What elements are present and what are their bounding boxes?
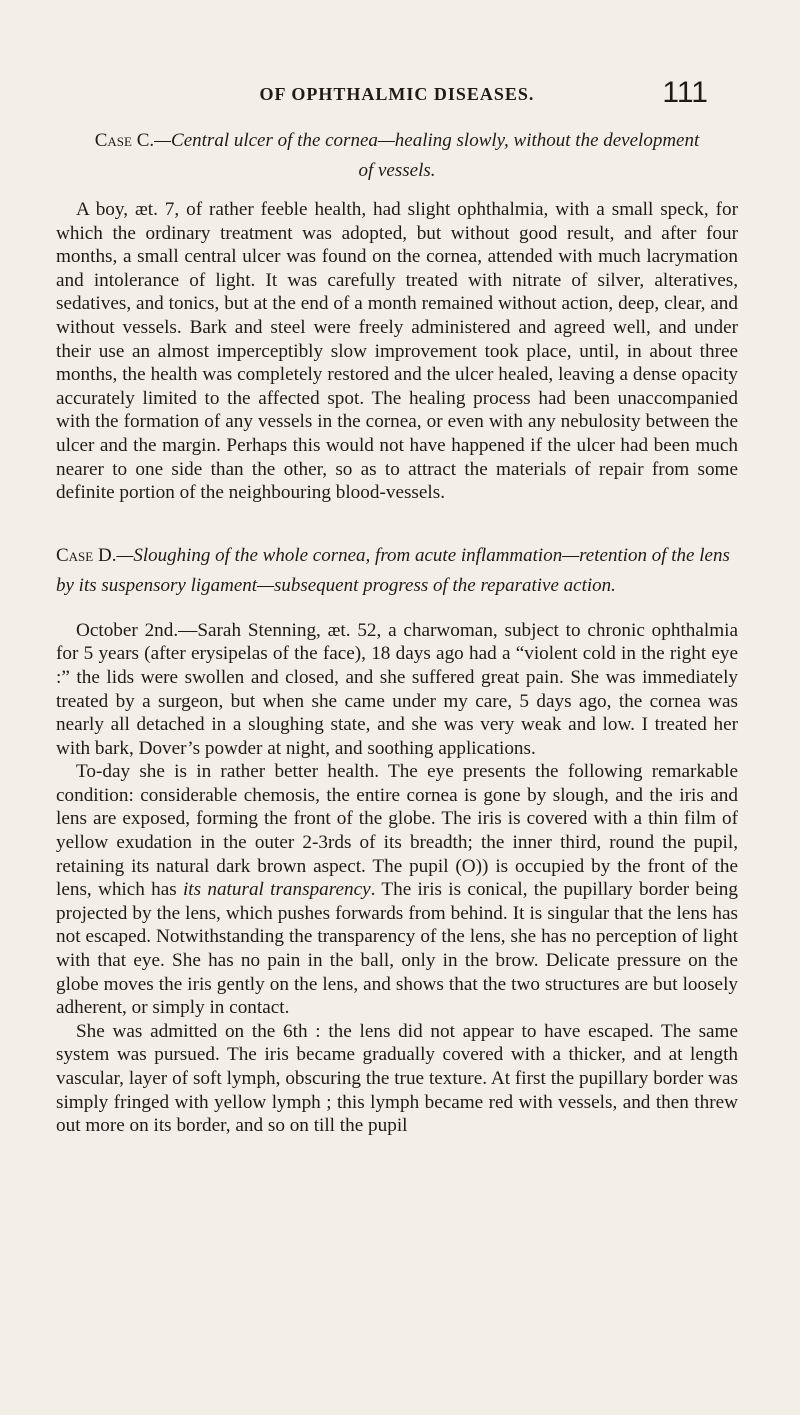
page-content [56, 126, 738, 1138]
case-d-paragraph-2-italic: its natural transparency [182, 879, 371, 901]
case-d-paragraph-1: October 2nd.—Sarah Stenning, æt. 52, a charwoman, subject to chronic ophthalmia for 5 years (after erysipelas of the face), 18 days ago had a “violent cold in the right eye :” the lids were swollen and closed, and she suffered great pain. She was immediately treated by a surgeon, but when she came under my care, 5 days ago, the cornea was nearly all detached in a sloughing state, and she was very weak and low. I treated her with bark, Dover’s powder at night, and soothing applications. [56, 619, 738, 759]
pupil-symbol-icon: O [461, 855, 476, 877]
case-d-paragraph-2-start: To-day she is in rather better health. The eye presents the following remarkable condition: considerable chemosis, the entire cornea is gone by slough, and the iris and lens are exposed, forming the front of the globe. The iris is covered with a thin film of yellow exudation in the outer 2-3rds of its breadth; the inner third, round the pupil, retaining its natural dark brown aspect. The pupil ( [56, 761, 738, 877]
case-d-paragraph-2: To-day she is in rather better health. The eye presents the following remarkable condition: considerable chemosis, the entire cornea is gone by slough, and the iris and lens are exposed, forming the front of the globe. The iris is covered with a thin film of yellow exudation in the outer 2-3rds of its breadth; the inner third, round the pupil, retaining its natural dark brown aspect. The pupil (O)) is occupied by the front of the lens, which has its natural transparency. The iris is conical, the pupillary border being projected by the lens, which pushes forwards from behind. It is singular that the lens has not escaped. Notwithstanding the transparency of the lens, she has no perception of light with that eye. She has no pain in the ball, only in the brow. Delicate pressure on the globe moves the iris gently on the lens, and shows that the two structures are but loosely adherent, or simply in contact. [56, 761, 738, 1019]
case-c-heading [56, 126, 738, 186]
case-c-paragraph: A boy, æt. 7, of rather feeble health, had slight ophthalmia, with a small speck, for which the ordinary treatment was adopted, but without good result, and after four months, a small central ulcer was found on the cornea, attended with much lacrymation and intolerance of light. It was carefully treated with nitrate of silver, alteratives, sedatives, and tonics, but at the end of a month remained without action, deep, clear, and without vessels. Bark and steel were freely administered and agreed well, and under their use an almost imperceptibly slow improvement took place, until, in about three months, the health was completely restored and the ulcer healed, leaving a dense opacity accurately limited to the affected spot. The healing process had been unaccompanied with the formation of any vessels in the cornea, or even with any nebulosity between the ulcer and the margin. Perhaps this would not have happened if the ulcer had been much nearer to one side than the other, so as to attract the materials of repair from some definite portion of the neighbouring blood-vessels. [56, 199, 738, 504]
case-c-title-part1: —Central ulcer of the cornea—healing slowly, without the development [154, 130, 700, 151]
case-d-paragraph-2-mid: ) is occupied by the front of the lens, which has [56, 855, 738, 901]
case-d-paragraph-3: She was admitted on the 6th : the lens did not appear to have escaped. The same system was pursued. The iris became gradually covered with a thicker, and at length vascular, layer of soft lymph, obscuring the true texture. At first the pupillary border was simply fringed with yellow lymph ; this lymph became red with vessels, and then threw out more on its border, and so on till the pupil [56, 1020, 738, 1137]
case-d-label: Case D. [56, 544, 117, 566]
case-d-paragraph-2-end: . The iris is conical, the pupillary border being projected by the lens, which pushes forwards from behind. It is singular that the lens has not escaped. Notwithstanding the transparency of the lens, she has no perception of light with that eye. She has no pain in the ball, only in the brow. Delicate pressure on the globe moves the iris gently on the lens, and shows that the two structures are but loosely adherent, or simply in contact. [56, 879, 738, 1019]
case-d-title: —Sloughing of the whole cornea, from acute inflammation—retention of the lens by its suspensory ligament—subsequent progress of the reparative action. [56, 544, 730, 596]
running-title: OF OPHTHALMIC DISEASES. [259, 84, 535, 104]
page-number: 111 [662, 76, 708, 109]
running-head [56, 78, 738, 110]
case-d-heading [56, 541, 738, 601]
case-c-title-part2: of vessels. [358, 160, 436, 181]
case-c-label: Case C. [94, 130, 155, 151]
